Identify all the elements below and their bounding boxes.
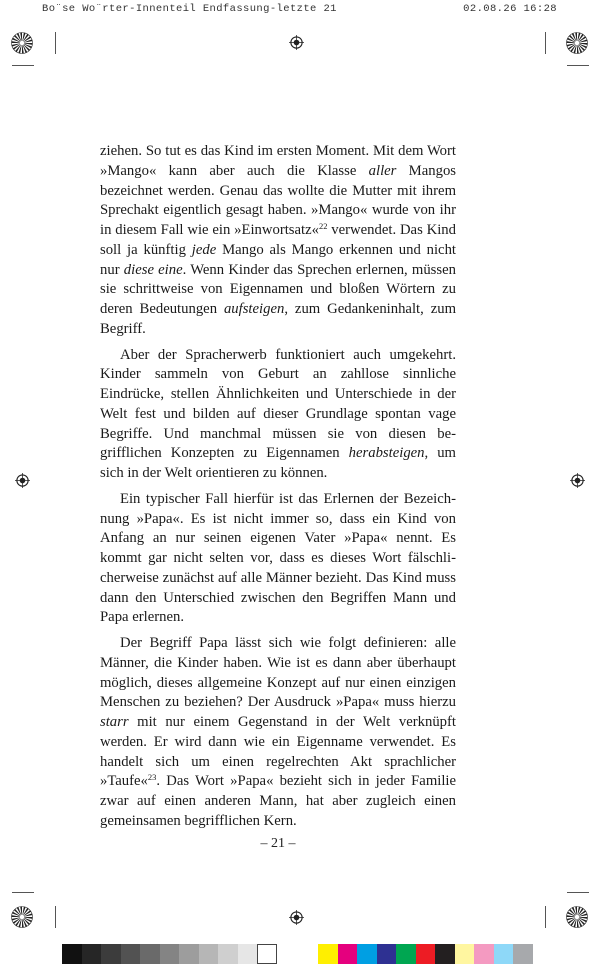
color-patch (199, 944, 219, 964)
slug-timestamp: 02.08.26 16:28 (463, 3, 557, 15)
color-patch (494, 944, 514, 964)
color-patch (377, 944, 397, 964)
body-text (100, 142, 456, 832)
color-patch (218, 944, 238, 964)
color-patch (257, 944, 277, 964)
text-run: Ein typischer Fall hierfür ist das Erlernen der Bezeichnung »Papa«. Es ist nicht immer so, dass ein Kind von Anfang an nur seinen eigenen Vater »Papa« nennt. Es kommt gar nicht selten vor, dass es dieses Wort fälschlicherweise zunächst auf alle Männer bezieht. Das Kind muss dann den Unterschied zwischen den Begriffen Mann und Papa erlernen. (100, 490, 456, 626)
footnote-ref: 22 (318, 221, 328, 231)
grayscale-control-strip (62, 944, 277, 964)
crop-mark (12, 892, 34, 893)
starburst-registration-icon (566, 906, 588, 928)
crop-mark (55, 32, 56, 54)
color-patch (318, 944, 338, 964)
text-run: verwendet. Das Kind soll ja künftig (100, 222, 456, 258)
color-patch (101, 944, 121, 964)
text-run: mit nur einem Gegenstand in der Welt verknüpft werden. Er wird dann wie ein Eigenname verwendet. Es handelt sich um einen regelrechten Akt sprachlicher »Taufe« (100, 714, 456, 790)
color-patch (238, 944, 258, 964)
crosshair-registration-icon (289, 35, 304, 50)
color-patch (416, 944, 436, 964)
crosshair-registration-icon (570, 473, 585, 488)
color-patch (455, 944, 475, 964)
emphasis: aller (368, 162, 397, 179)
paragraph (100, 490, 456, 628)
emphasis: herabsteigen (348, 445, 425, 462)
emphasis: diese eine (123, 261, 183, 278)
crop-mark (567, 892, 589, 893)
crop-mark (545, 32, 546, 54)
paragraph (100, 634, 456, 832)
crosshair-registration-icon (289, 910, 304, 925)
emphasis: jede (191, 241, 217, 258)
text-run: Der Begriff Papa lässt sich wie folgt definieren: alle Männer, die Kinder haben. Wie ist es dann aber überhaupt möglich, dieses allgemeine Konzept auf nur einen einzigen Menschen zu beziehen? Der Ausdruck »Papa« muss hierzu (100, 635, 456, 711)
starburst-registration-icon (566, 32, 588, 54)
text-run: Mango als Mango erkennen und nicht nur (100, 241, 457, 278)
color-patch (62, 944, 82, 964)
text-run: . Wenn Kinder das Sprechen erlernen, müssen sie schrittweise von Eigennamen und bloßen Wörtern zu deren Bedeutungen (100, 261, 456, 317)
text-run: ziehen. So tut es das Kind im ersten Moment. Mit dem Wort »Mango« kann aber auch die Klasse (100, 143, 456, 179)
color-patch (160, 944, 180, 964)
color-patch (121, 944, 141, 964)
color-patch (179, 944, 199, 964)
text-run: Mangos bezeichnet werden. Genau das wollte die Mutter mit ihrem Sprechakt eigentlich gesagt haben. »Mango« wurde von ihr in diesem Fall wie ein »Einwortsatz« (100, 162, 456, 238)
text-run: . Das Wort »Papa« bezieht sich in jeder Familie zwar auf einen anderen Mann, hat aber zugleich einen gemeinsamen begrifflichen Kern. (100, 773, 456, 829)
color-patch (357, 944, 377, 964)
emphasis: starr (100, 714, 129, 730)
page-number: – 21 – (260, 836, 296, 851)
crop-mark (12, 65, 34, 66)
crop-mark (55, 906, 56, 928)
color-patch (140, 944, 160, 964)
footnote-ref: 23 (147, 772, 157, 783)
paragraph (100, 142, 456, 340)
color-patch (435, 944, 455, 964)
color-patch (338, 944, 358, 964)
text-run: Aber der Spracherwerb funktioniert auch umgekehrt. Kinder sammeln von Geburt an zahllose sinnliche Eindrücke, stellen Ähnlichkeiten und Unterschiede in der Welt fest und bilden auf dieser Grundlage spontan vage Begriffe. Und manchmal müssen sie von diesen begrifflichen Konzepten zu Eigennamen (100, 346, 456, 462)
starburst-registration-icon (11, 906, 33, 928)
color-patch (82, 944, 102, 964)
color-patch (474, 944, 494, 964)
color-patch (396, 944, 416, 964)
color-patch (513, 944, 533, 964)
paragraph (100, 346, 456, 484)
crop-mark (545, 906, 546, 928)
text-run: , zum Gedankeninhalt, zum Begriff. (100, 301, 456, 337)
color-control-strip (318, 944, 533, 964)
crosshair-registration-icon (15, 473, 30, 488)
slug-filename: Bo¨se Wo¨rter-Innenteil Endfassung-letzte 21 (42, 3, 337, 15)
text-run: , um sich in der Welt orientieren zu können. (100, 445, 456, 481)
crop-mark (567, 65, 589, 66)
starburst-registration-icon (11, 32, 33, 54)
emphasis: aufsteigen (223, 301, 285, 317)
